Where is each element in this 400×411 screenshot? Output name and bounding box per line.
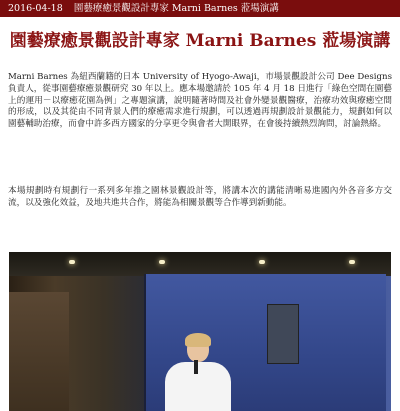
article-paragraph-1: Marni Barnes 為紐西蘭籍的日本 University of Hyogo-Awaji，市場景觀設計公司 Dee Designs 負責人，從事園藝療癒景觀研究 30 年以上。應本場邀請於 105 年 4 月 18 日進行「綠色空間在園藝上的運用－以療癒花園為例」之專題演講，說明隨著時間及社會外變景觀醫療，治療功效與療癒空間的形成，以及其從由不同背景人們的療癒需求進行規劃，可以透過再規劃設計景觀能力，規劃如何以園藝輔助治療，而會中許多西方國家的分享更令與會者大開眼界，在會後持續熱烈詢問，討論熱絡。 [8,72,392,130]
post-title-bar [0,0,400,17]
speaker-hair [185,333,211,347]
photo-ceiling [9,252,391,276]
post-date: 2016-04-18 [8,3,63,14]
lecture-photo [9,252,391,411]
article-headline: 園藝療癒景觀設計專家 Marni Barnes 蒞場演講 [9,31,391,51]
microphone-icon [194,360,198,374]
article-paragraph-2: 本場規劃時有規劃行一系列多年推之園林景觀設計等，將講本次的講能清晰易進國內外各音多方交流，以及強化效益，及地共進共合作，將能為相關景觀等合作導到新動能。 [8,186,392,208]
speaker-body [165,362,231,411]
ceiling-lamp [69,260,75,264]
wall-panel [267,304,299,364]
ceiling-lamp [259,260,265,264]
photo-wall [9,292,69,411]
ceiling-lamp [159,260,165,264]
ceiling-lamp [349,260,355,264]
post-title-link[interactable]: 園藝療癒景觀設計專家 Marni Barnes 蒞場演講 [73,3,279,14]
